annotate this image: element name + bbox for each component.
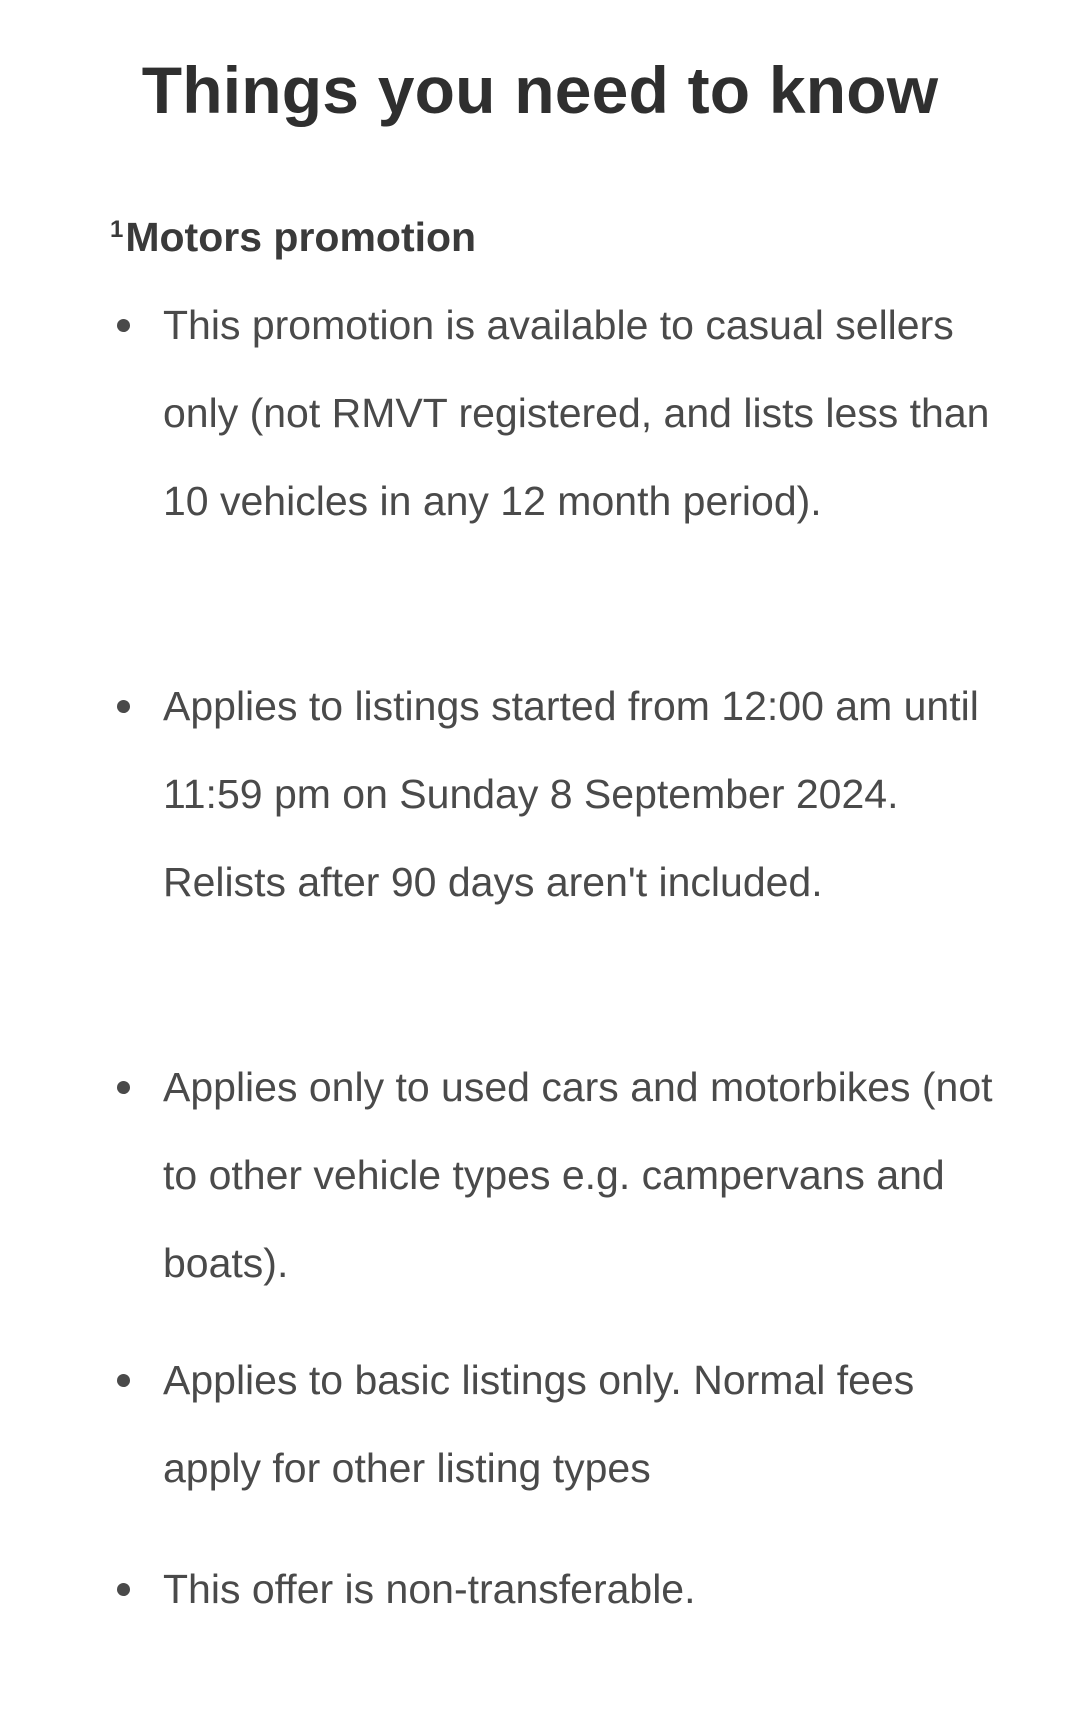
bullet-icon [117,1374,130,1387]
term-text: This offer is non-transferable. [163,1566,696,1612]
term-text: Applies to listings started from 12:00 am until 11:59 pm on Sunday 8 September 2024. Relists after 90 days aren't included. [163,683,979,905]
bullet-icon [117,1583,130,1596]
section-heading-label: Motors promotion [125,214,477,260]
bullet-icon [117,1081,130,1094]
term-item [163,1336,993,1512]
page-title: Things you need to know [141,53,939,127]
term-text: Applies only to used cars and motorbikes (not to other vehicle types e.g. campervans and boats). [163,1064,993,1286]
bullet-icon [117,319,130,332]
term-item [163,662,993,926]
term-item [163,1545,993,1633]
term-text: Applies to basic listings only. Normal fees apply for other listing types [163,1357,915,1491]
term-item [163,1043,993,1307]
term-item [163,281,993,545]
bullet-icon [117,700,130,713]
term-text: This promotion is available to casual sellers only (not RMVT registered, and lists less than 10 vehicles in any 12 month period). [163,302,990,524]
footnote-marker: 1 [110,216,124,243]
section-heading [110,214,476,261]
